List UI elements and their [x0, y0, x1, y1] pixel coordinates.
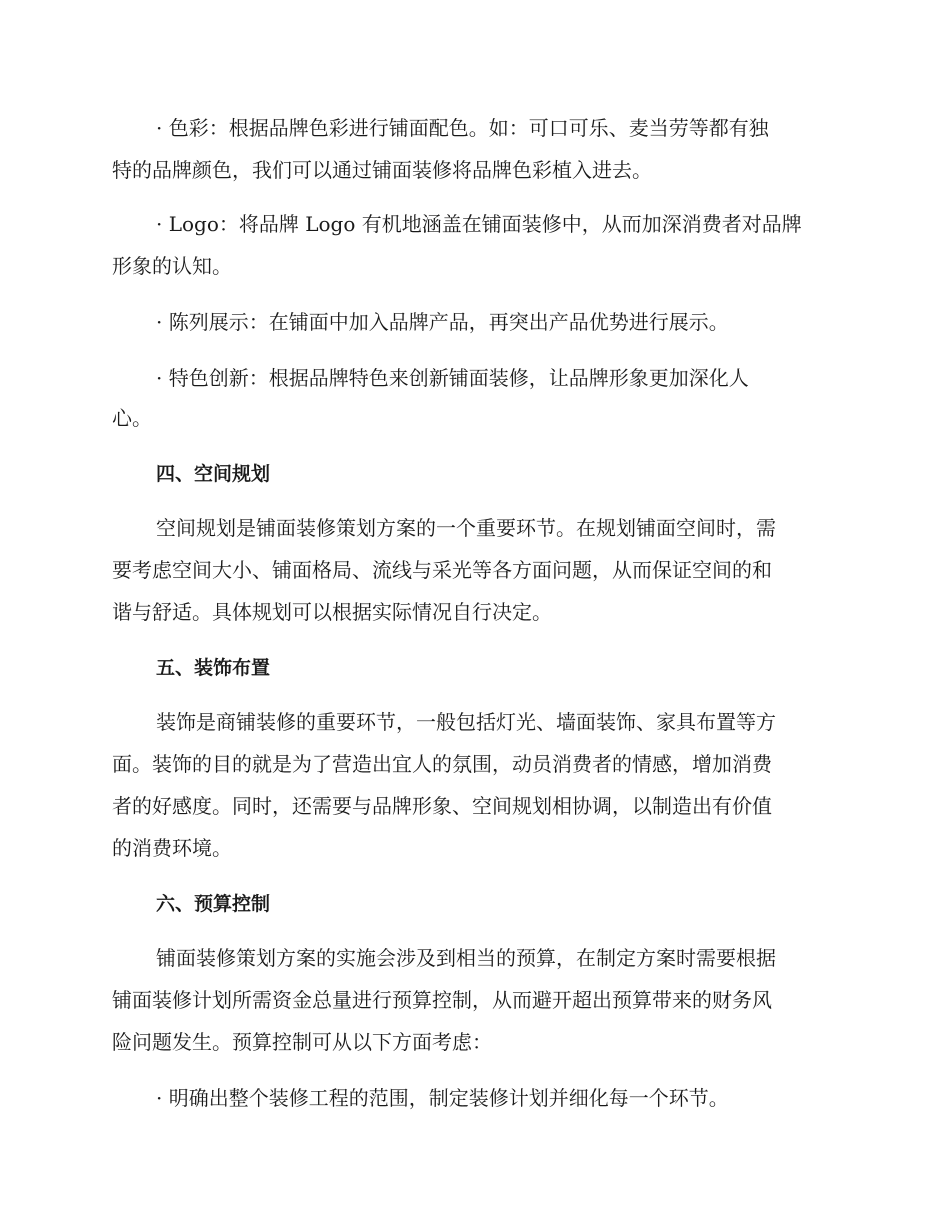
paragraph-budget-line-1: 铺面装修策划方案的实施会涉及到相当的预算，在制定方案时需要根据 [156, 946, 776, 970]
section-heading-decoration: 五、装饰布置 [156, 657, 271, 679]
bullet-logo-line-1: · Logo：将品牌 Logo 有机地涵盖在铺面装修中，从而加深消费者对品牌 [156, 212, 802, 236]
paragraph-space-line-2: 要考虑空间大小、铺面格局、流线与采光等各方面问题，从而保证空间的和 [112, 558, 772, 582]
bullet-color-line-2: 特的品牌颜色，我们可以通过铺面装修将品牌色彩植入进去。 [112, 158, 652, 182]
bullet-logo-line-2: 形象的认知。 [112, 254, 232, 278]
paragraph-decoration-line-4: 的消费环境。 [112, 836, 232, 860]
paragraph-decoration-line-3: 者的好感度。同时，还需要与品牌形象、空间规划相协调，以制造出有价值 [112, 794, 772, 818]
paragraph-budget-line-3: 险问题发生。预算控制可从以下方面考虑： [112, 1030, 492, 1054]
bullet-innovation-line-2: 心。 [112, 406, 152, 430]
paragraph-budget-line-2: 铺面装修计划所需资金总量进行预算控制，从而避开超出预算带来的财务风 [112, 988, 772, 1012]
section-heading-space-planning: 四、空间规划 [156, 463, 271, 485]
bullet-color-line-1: · 色彩：根据品牌色彩进行铺面配色。如：可口可乐、麦当劳等都有独 [156, 116, 769, 140]
paragraph-space-line-3: 谐与舒适。具体规划可以根据实际情况自行决定。 [112, 600, 552, 624]
paragraph-space-line-1: 空间规划是铺面装修策划方案的一个重要环节。在规划铺面空间时，需 [156, 516, 776, 540]
bullet-display-line-1: · 陈列展示：在铺面中加入品牌产品，再突出产品优势进行展示。 [156, 310, 729, 334]
bullet-budget-scope: · 明确出整个装修工程的范围，制定装修计划并细化每一个环节。 [156, 1086, 729, 1110]
paragraph-decoration-line-1: 装饰是商铺装修的重要环节，一般包括灯光、墙面装饰、家具布置等方 [156, 710, 776, 734]
bullet-innovation-line-1: · 特色创新：根据品牌特色来创新铺面装修，让品牌形象更加深化人 [156, 366, 749, 390]
section-heading-budget: 六、预算控制 [156, 893, 271, 915]
paragraph-decoration-line-2: 面。装饰的目的就是为了营造出宜人的氛围，动员消费者的情感，增加消费 [112, 752, 772, 776]
